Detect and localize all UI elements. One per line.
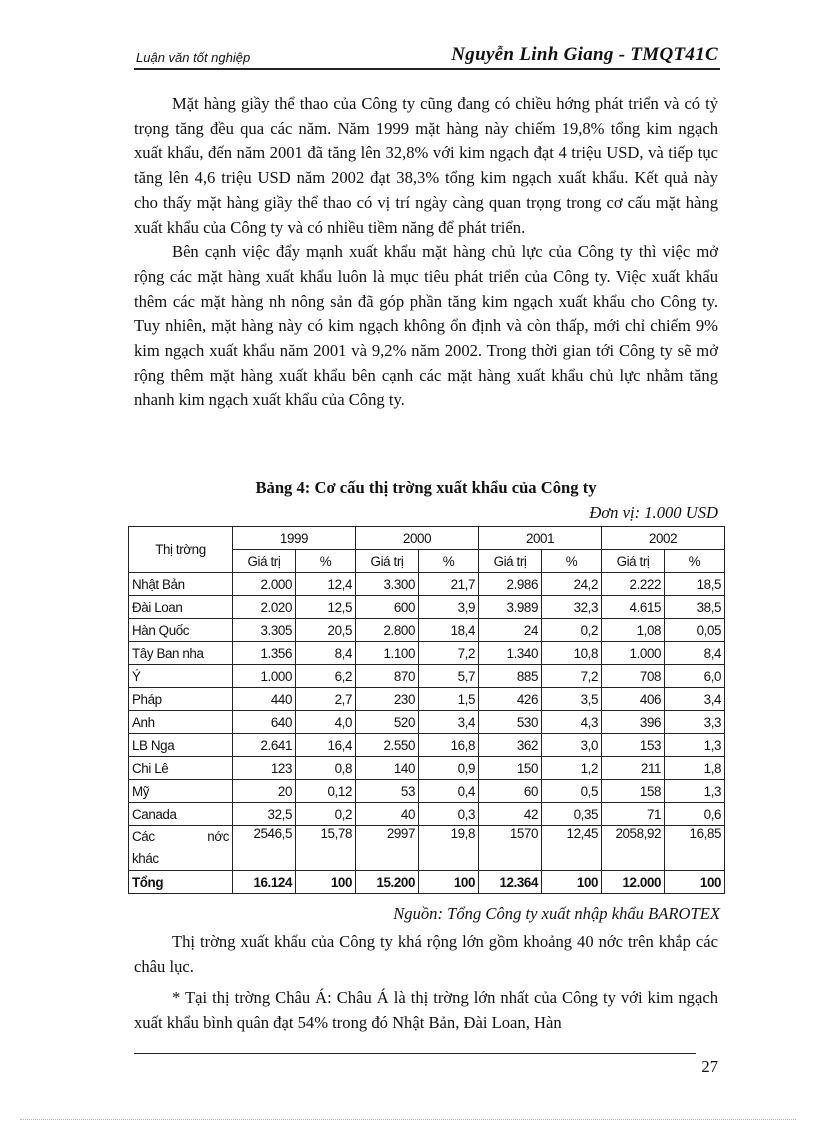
value-cell: 1.100 — [356, 642, 419, 665]
value-cell: 20 — [233, 780, 296, 803]
percent-cell: 3,4 — [665, 688, 725, 711]
value-header: Giá trị — [356, 550, 419, 573]
table-caption: Bảng 4: Cơ cấu thị trờng xuất khẩu của Công ty — [255, 478, 597, 497]
table-row — [129, 642, 725, 665]
value-cell: 640 — [233, 711, 296, 734]
market-cell: Đài Loan — [129, 596, 233, 619]
paragraph-1: Mặt hàng giầy thể thao của Công ty cũng đang có chiều hớng phát triển và có tỷ trọng tăng đều qua các năm. Năm 1999 mặt hàng này chiếm 19,8% tổng kim ngạch xuất khẩu, đến năm 2001 đã tăng lên 32,8% với kim ngạch đạt 4 triệu USD, và tiếp tục tăng lên 4,6 triệu USD năm 2002 đạt 38,3% tổng kim ngạch xuất khẩu. Kết quả này cho thấy mặt hàng giầy thể thao có vị trí ngày càng quan trọng trong cơ cấu mặt hàng xuất khẩu của Công ty và có nhiều tiềm năng để phát triển. — [134, 94, 718, 237]
footer-divider — [134, 1053, 696, 1054]
page-bottom-border — [20, 1119, 796, 1120]
percent-cell: 16,4 — [296, 734, 356, 757]
total-percent-cell: 100 — [665, 871, 725, 894]
percent-cell: 12,45 — [542, 826, 602, 871]
value-cell: 1570 — [479, 826, 542, 871]
market-cell: Chi Lê — [129, 757, 233, 780]
percent-cell: 16,8 — [419, 734, 479, 757]
market-structure-table — [128, 526, 725, 894]
percent-cell: 0,2 — [542, 619, 602, 642]
market-cell — [129, 826, 233, 871]
percent-cell: 24,2 — [542, 573, 602, 596]
total-percent-cell: 100 — [419, 871, 479, 894]
value-cell: 426 — [479, 688, 542, 711]
value-cell: 1,08 — [602, 619, 665, 642]
value-cell: 2.800 — [356, 619, 419, 642]
table-unit: Đơn vị: 1.000 USD — [589, 503, 718, 522]
percent-cell: 5,7 — [419, 665, 479, 688]
market-cell: Mỹ — [129, 780, 233, 803]
table-row — [129, 573, 725, 596]
value-cell: 520 — [356, 711, 419, 734]
percent-cell: 0,6 — [665, 803, 725, 826]
market-cell-line1 — [132, 826, 229, 848]
value-cell: 406 — [602, 688, 665, 711]
percent-cell: 8,4 — [665, 642, 725, 665]
value-cell: 440 — [233, 688, 296, 711]
table-row — [129, 757, 725, 780]
value-cell: 3.989 — [479, 596, 542, 619]
value-cell: 2.020 — [233, 596, 296, 619]
year-header: 1999 — [233, 527, 356, 550]
percent-cell: 8,4 — [296, 642, 356, 665]
value-cell: 153 — [602, 734, 665, 757]
percent-cell: 1,3 — [665, 780, 725, 803]
percent-cell: 21,7 — [419, 573, 479, 596]
percent-cell: 18,4 — [419, 619, 479, 642]
table-source: Nguồn: Tổng Công ty xuất nhập khẩu BAROTEX — [393, 904, 720, 923]
page-header — [134, 44, 720, 70]
percent-cell: 7,2 — [419, 642, 479, 665]
market-word: nớc — [207, 829, 229, 844]
value-cell: 2.550 — [356, 734, 419, 757]
total-value-cell: 16.124 — [233, 871, 296, 894]
value-cell: 600 — [356, 596, 419, 619]
percent-header: % — [419, 550, 479, 573]
value-cell: 123 — [233, 757, 296, 780]
percent-cell: 0,12 — [296, 780, 356, 803]
percent-cell: 0,05 — [665, 619, 725, 642]
percent-cell: 6,0 — [665, 665, 725, 688]
value-cell: 1.000 — [602, 642, 665, 665]
market-cell: LB Nga — [129, 734, 233, 757]
total-percent-cell: 100 — [542, 871, 602, 894]
total-percent-cell: 100 — [296, 871, 356, 894]
total-value-cell: 12.000 — [602, 871, 665, 894]
value-cell: 140 — [356, 757, 419, 780]
value-cell: 530 — [479, 711, 542, 734]
percent-header: % — [665, 550, 725, 573]
value-cell: 158 — [602, 780, 665, 803]
percent-cell: 7,2 — [542, 665, 602, 688]
value-cell: 1.340 — [479, 642, 542, 665]
percent-cell: 4,3 — [542, 711, 602, 734]
value-header: Giá trị — [479, 550, 542, 573]
percent-header: % — [296, 550, 356, 573]
percent-cell: 19,8 — [419, 826, 479, 871]
table-row — [129, 688, 725, 711]
value-cell: 1.000 — [233, 665, 296, 688]
market-header: Thị trờng — [129, 527, 233, 573]
total-label: Tổng — [129, 871, 233, 894]
market-cell: Nhật Bản — [129, 573, 233, 596]
value-cell: 230 — [356, 688, 419, 711]
percent-cell: 1,5 — [419, 688, 479, 711]
value-cell: 42 — [479, 803, 542, 826]
value-cell: 708 — [602, 665, 665, 688]
table-row — [129, 734, 725, 757]
table-row — [129, 596, 725, 619]
percent-cell: 16,85 — [665, 826, 725, 871]
percent-cell: 0,9 — [419, 757, 479, 780]
value-cell: 2.000 — [233, 573, 296, 596]
table-row-total — [129, 871, 725, 894]
value-cell: 362 — [479, 734, 542, 757]
value-cell: 53 — [356, 780, 419, 803]
value-cell: 396 — [602, 711, 665, 734]
market-cell: Ý — [129, 665, 233, 688]
table-row — [129, 780, 725, 803]
value-cell: 2997 — [356, 826, 419, 871]
paragraph-3: Thị trờng xuất khẩu của Công ty khá rộng lớn gồm khoảng 40 nớc trên khắp các châu lục. — [134, 932, 718, 976]
percent-cell: 3,9 — [419, 596, 479, 619]
value-cell: 4.615 — [602, 596, 665, 619]
table-row-other — [129, 826, 725, 871]
value-cell: 150 — [479, 757, 542, 780]
percent-cell: 12,5 — [296, 596, 356, 619]
market-word: khác — [132, 851, 159, 866]
table-header-row-years — [129, 527, 725, 550]
total-value-cell: 12.364 — [479, 871, 542, 894]
table-row — [129, 665, 725, 688]
percent-cell: 10,8 — [542, 642, 602, 665]
value-header: Giá trị — [233, 550, 296, 573]
value-cell: 40 — [356, 803, 419, 826]
value-cell: 870 — [356, 665, 419, 688]
percent-cell: 0,2 — [296, 803, 356, 826]
year-header: 2002 — [602, 527, 725, 550]
total-value-cell: 15.200 — [356, 871, 419, 894]
body-text-bottom — [134, 929, 718, 1035]
paragraph-4: * Tại thị trờng Châu Á: Châu Á là thị trờng lớn nhất của Công ty với kim ngạch xuất khẩu bình quân đạt 54% trong đó Nhật Bản, Đài Loan, Hàn — [134, 988, 718, 1032]
value-cell: 32,5 — [233, 803, 296, 826]
percent-cell: 1,2 — [542, 757, 602, 780]
percent-cell: 4,0 — [296, 711, 356, 734]
table-row — [129, 803, 725, 826]
percent-cell: 0,5 — [542, 780, 602, 803]
body-text-top — [134, 92, 718, 413]
value-cell: 211 — [602, 757, 665, 780]
percent-cell: 0,8 — [296, 757, 356, 780]
value-cell: 2546,5 — [233, 826, 296, 871]
percent-cell: 38,5 — [665, 596, 725, 619]
value-cell: 2.641 — [233, 734, 296, 757]
value-cell: 60 — [479, 780, 542, 803]
year-header: 2001 — [479, 527, 602, 550]
market-cell: Hàn Quốc — [129, 619, 233, 642]
percent-cell: 0,35 — [542, 803, 602, 826]
value-cell: 2058,92 — [602, 826, 665, 871]
percent-cell: 0,3 — [419, 803, 479, 826]
paragraph-2: Bên cạnh việc đẩy mạnh xuất khẩu mặt hàng chủ lực của Công ty thì việc mở rộng các mặt hàng xuất khẩu luôn là mục tiêu phát triển của Công ty. Việc xuất khẩu thêm các mặt hàng nh nông sản đã góp phần tăng kim ngạch xuất khẩu cho Công ty. Tuy nhiên, mặt hàng này có kim ngạch không ổn định và còn thấp, mới chỉ chiếm 9% kim ngạch xuất khẩu năm 2001 và 9,2% năm 2002. Trong thời gian tới Công ty sẽ mở rộng thêm mặt hàng xuất khẩu bên cạnh các mặt hàng xuất khẩu chủ lực nhằm tăng nhanh kim ngạch xuất khẩu của Công ty. — [134, 242, 718, 410]
value-cell: 71 — [602, 803, 665, 826]
percent-header: % — [542, 550, 602, 573]
percent-cell: 20,5 — [296, 619, 356, 642]
value-cell: 1.356 — [233, 642, 296, 665]
value-cell: 2.986 — [479, 573, 542, 596]
percent-cell: 0,4 — [419, 780, 479, 803]
percent-cell: 3,5 — [542, 688, 602, 711]
header-thesis-label: Luận văn tốt nghiệp — [136, 50, 251, 65]
value-cell: 3.305 — [233, 619, 296, 642]
percent-cell: 15,78 — [296, 826, 356, 871]
percent-cell: 3,4 — [419, 711, 479, 734]
percent-cell: 2,7 — [296, 688, 356, 711]
percent-cell: 32,3 — [542, 596, 602, 619]
value-cell: 3.300 — [356, 573, 419, 596]
header-author: Nguyễn Linh Giang - TMQT41C — [451, 44, 718, 65]
value-cell: 2.222 — [602, 573, 665, 596]
market-cell: Tây Ban nha — [129, 642, 233, 665]
table-row — [129, 619, 725, 642]
market-cell: Canada — [129, 803, 233, 826]
percent-cell: 3,3 — [665, 711, 725, 734]
market-cell: Pháp — [129, 688, 233, 711]
value-header: Giá trị — [602, 550, 665, 573]
percent-cell: 18,5 — [665, 573, 725, 596]
percent-cell: 3,0 — [542, 734, 602, 757]
percent-cell: 1,8 — [665, 757, 725, 780]
value-cell: 885 — [479, 665, 542, 688]
year-header: 2000 — [356, 527, 479, 550]
percent-cell: 1,3 — [665, 734, 725, 757]
value-cell: 24 — [479, 619, 542, 642]
table-row — [129, 711, 725, 734]
market-word: Các — [132, 829, 155, 844]
market-cell: Anh — [129, 711, 233, 734]
page-number: 27 — [701, 1057, 718, 1076]
percent-cell: 12,4 — [296, 573, 356, 596]
percent-cell: 6,2 — [296, 665, 356, 688]
